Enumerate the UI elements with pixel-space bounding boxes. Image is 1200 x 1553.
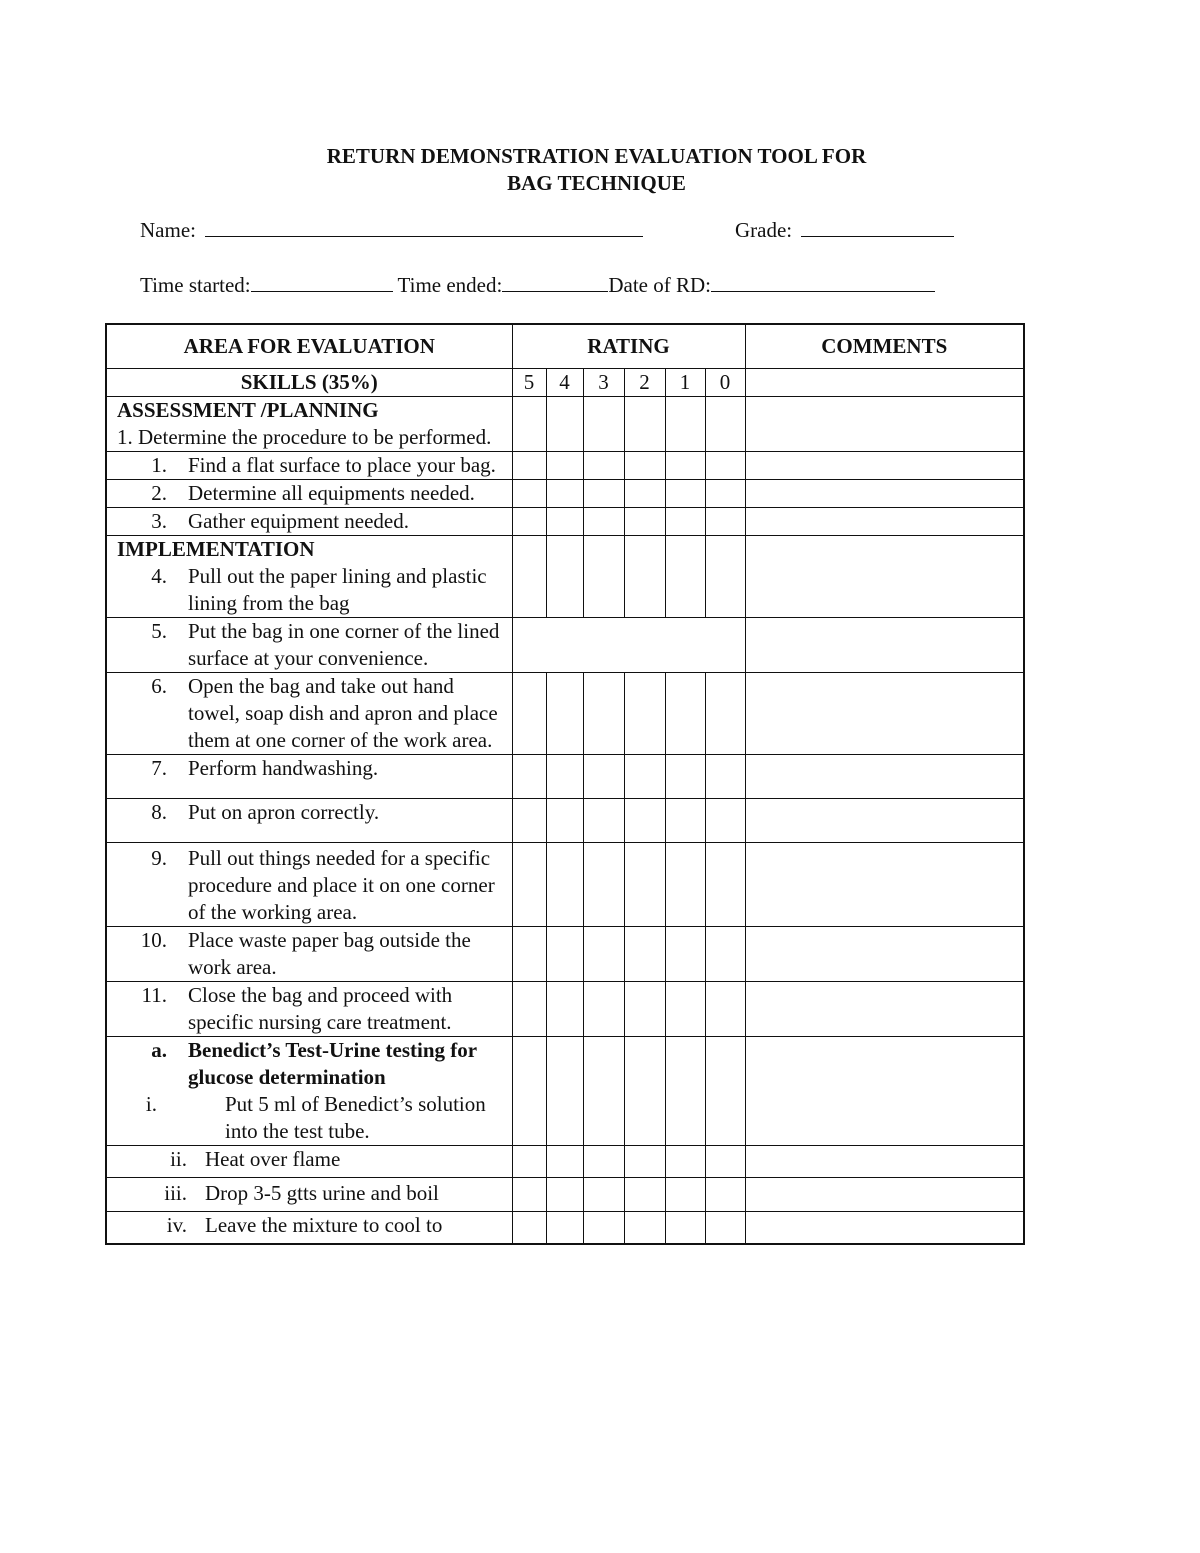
rating-cell[interactable]: [512, 982, 546, 1037]
item-text: Find a flat surface to place your bag.: [188, 453, 496, 477]
item-text: Put the bag in one corner of the lined surface at your convenience.: [188, 619, 500, 670]
grade-label: Grade:: [735, 218, 793, 242]
rating-cell[interactable]: [512, 843, 546, 927]
comments-cell[interactable]: [745, 480, 1024, 508]
rating-cell[interactable]: [624, 397, 665, 452]
rating-cell[interactable]: [583, 480, 624, 508]
item-number: 11.: [141, 983, 167, 1007]
rating-value: 0: [705, 369, 745, 397]
rating-cell[interactable]: [624, 452, 665, 480]
date-rd-blank[interactable]: [711, 273, 935, 292]
rating-cell[interactable]: [512, 673, 546, 755]
rating-cell[interactable]: [583, 755, 624, 799]
comments-header: COMMENTS: [745, 324, 1024, 369]
rating-cell[interactable]: [583, 1178, 624, 1212]
rating-cell[interactable]: [624, 1037, 665, 1146]
item-text: Gather equipment needed.: [188, 509, 409, 533]
area-cell: [106, 927, 512, 982]
rating-cell[interactable]: [705, 927, 745, 982]
rating-cell[interactable]: [512, 452, 546, 480]
comments-cell[interactable]: [745, 369, 1024, 397]
rating-value: 1: [665, 369, 705, 397]
item-number: 5.: [151, 619, 167, 643]
item-text: Put on apron correctly.: [188, 800, 380, 824]
rating-cell[interactable]: [665, 397, 705, 452]
rating-cell[interactable]: [705, 452, 745, 480]
table-row: [106, 673, 1024, 755]
area-cell: [106, 1146, 512, 1178]
rating-cell[interactable]: [665, 508, 705, 536]
comments-cell[interactable]: [745, 799, 1024, 843]
rating-cell[interactable]: [512, 508, 546, 536]
comments-cell[interactable]: [745, 843, 1024, 927]
rating-cell[interactable]: [546, 508, 583, 536]
area-cell: [106, 1212, 512, 1245]
comments-cell[interactable]: [745, 982, 1024, 1037]
rating-cell[interactable]: [665, 843, 705, 927]
area-cell: [106, 480, 512, 508]
rating-cell[interactable]: [546, 1178, 583, 1212]
area-cell: [106, 843, 512, 927]
rating-cell[interactable]: [705, 1146, 745, 1178]
rating-cell[interactable]: [665, 799, 705, 843]
rating-cell[interactable]: [665, 536, 705, 618]
comments-cell[interactable]: [745, 1146, 1024, 1178]
rating-cell[interactable]: [583, 927, 624, 982]
grade-field: [735, 218, 954, 243]
rating-cell[interactable]: [624, 982, 665, 1037]
item-text: Perform handwashing.: [188, 756, 379, 780]
rating-cell[interactable]: [583, 508, 624, 536]
document-title-line1: RETURN DEMONSTRATION EVALUATION TOOL FOR: [326, 144, 867, 168]
rating-cell[interactable]: [546, 397, 583, 452]
table-row: [106, 397, 1024, 452]
area-cell: [106, 508, 512, 536]
rating-cell[interactable]: [546, 1212, 583, 1245]
rating-cell[interactable]: [624, 799, 665, 843]
table-row: [106, 843, 1024, 927]
item-text: 1. Determine the procedure to be performed.: [117, 425, 492, 449]
rating-cell[interactable]: [546, 536, 583, 618]
rating-cell[interactable]: [665, 480, 705, 508]
name-label: Name:: [140, 218, 196, 242]
item-number: 9.: [151, 846, 167, 870]
rating-cell[interactable]: [546, 1037, 583, 1146]
comments-cell[interactable]: [745, 618, 1024, 673]
item-text: Close the bag and proceed with specific nursing care treatment.: [188, 983, 453, 1034]
rating-cell[interactable]: [512, 755, 546, 799]
rating-cell[interactable]: [546, 927, 583, 982]
area-cell: [106, 452, 512, 480]
skills-label: SKILLS (35%): [106, 369, 512, 397]
rating-cell[interactable]: [546, 1146, 583, 1178]
rating-cell[interactable]: [583, 799, 624, 843]
rating-cell[interactable]: [624, 843, 665, 927]
rating-cell[interactable]: [705, 982, 745, 1037]
area-cell: [106, 755, 512, 799]
evaluation-table: [105, 323, 1025, 1245]
rating-cell[interactable]: [624, 755, 665, 799]
comments-cell[interactable]: [745, 397, 1024, 452]
rating-cell[interactable]: [624, 536, 665, 618]
rating-cell[interactable]: [546, 673, 583, 755]
table-row: [106, 1146, 1024, 1178]
rating-cell[interactable]: [583, 1037, 624, 1146]
comments-cell[interactable]: [745, 508, 1024, 536]
rating-cell[interactable]: [512, 799, 546, 843]
merged-rating-cell[interactable]: [512, 618, 745, 673]
rating-value: 2: [624, 369, 665, 397]
sub-item-number: i.: [145, 1092, 157, 1116]
item-text: Pull out the paper lining and plastic lining from the bag: [188, 564, 487, 615]
rating-cell[interactable]: [665, 927, 705, 982]
area-cell: [106, 536, 512, 618]
rating-value: 3: [583, 369, 624, 397]
rating-cell[interactable]: [583, 843, 624, 927]
rating-cell[interactable]: [705, 536, 745, 618]
comments-cell[interactable]: [745, 673, 1024, 755]
name-blank[interactable]: [205, 218, 643, 237]
item-number: a.: [151, 1038, 167, 1062]
area-cell: [106, 1178, 512, 1212]
item-number: iv.: [166, 1213, 187, 1237]
rating-cell[interactable]: [624, 1212, 665, 1245]
rating-cell[interactable]: [624, 1178, 665, 1212]
rating-cell[interactable]: [705, 843, 745, 927]
rating-cell[interactable]: [705, 508, 745, 536]
rating-cell[interactable]: [705, 1037, 745, 1146]
rating-cell[interactable]: [512, 397, 546, 452]
item-text: Drop 3-5 gtts urine and boil: [205, 1181, 439, 1205]
table-row: [106, 1037, 1024, 1146]
rating-cell[interactable]: [705, 1212, 745, 1245]
rating-cell[interactable]: [665, 452, 705, 480]
name-field: [140, 218, 643, 243]
section-heading: ASSESSMENT /PLANNING: [117, 398, 379, 422]
area-cell: [106, 1037, 512, 1146]
rating-cell[interactable]: [705, 1178, 745, 1212]
rating-cell[interactable]: [583, 536, 624, 618]
rating-value: 4: [546, 369, 583, 397]
rating-cell[interactable]: [546, 755, 583, 799]
comments-cell[interactable]: [745, 1178, 1024, 1212]
item-text: Benedict’s Test-Urine testing for glucose determination: [188, 1038, 477, 1089]
rating-cell[interactable]: [512, 480, 546, 508]
area-cell: [106, 673, 512, 755]
rating-cell[interactable]: [665, 982, 705, 1037]
rating-cell[interactable]: [512, 1178, 546, 1212]
rating-cell[interactable]: [583, 673, 624, 755]
table-row: [106, 618, 1024, 673]
rating-cell[interactable]: [546, 480, 583, 508]
rating-cell[interactable]: [512, 1146, 546, 1178]
item-number: 3.: [151, 509, 167, 533]
grade-blank[interactable]: [801, 218, 954, 237]
table-row: [106, 799, 1024, 843]
table-row: [106, 927, 1024, 982]
rating-cell[interactable]: [624, 480, 665, 508]
rating-cell[interactable]: [512, 927, 546, 982]
rating-cell[interactable]: [665, 1212, 705, 1245]
rating-cell[interactable]: [624, 927, 665, 982]
time-started-label: Time started:: [140, 273, 251, 297]
item-text: Heat over flame: [205, 1147, 341, 1171]
rating-cell[interactable]: [583, 397, 624, 452]
item-number: 10.: [140, 928, 167, 952]
item-text: Leave the mixture to cool to: [205, 1213, 443, 1237]
item-number: 8.: [151, 800, 167, 824]
rating-cell[interactable]: [546, 799, 583, 843]
rating-cell[interactable]: [512, 1212, 546, 1245]
item-number: 2.: [151, 481, 167, 505]
item-number: 6.: [151, 674, 167, 698]
item-number: iii.: [164, 1181, 187, 1205]
rating-cell[interactable]: [705, 397, 745, 452]
rating-cell[interactable]: [583, 1212, 624, 1245]
item-number: ii.: [170, 1147, 187, 1171]
item-text: Determine all equipments needed.: [188, 481, 475, 505]
area-cell: [106, 799, 512, 843]
date-rd-label: Date of RD:: [608, 273, 711, 297]
rating-cell[interactable]: [705, 673, 745, 755]
rating-header: RATING: [512, 324, 745, 369]
comments-cell[interactable]: [745, 452, 1024, 480]
comments-cell[interactable]: [745, 755, 1024, 799]
time-started-blank[interactable]: [251, 273, 393, 292]
rating-cell[interactable]: [705, 799, 745, 843]
item-text: Pull out things needed for a specific procedure and place it on one corner of the working area.: [188, 846, 495, 924]
table-row: [106, 452, 1024, 480]
rating-cell[interactable]: [665, 1037, 705, 1146]
table-row: [106, 755, 1024, 799]
table-header-row: [106, 324, 1024, 369]
item-number: 1.: [151, 453, 167, 477]
item-number: 4.: [151, 564, 167, 588]
item-text: Open the bag and take out hand towel, soap dish and apron and place them at one corner of the work area.: [188, 674, 498, 752]
rating-cell[interactable]: [665, 755, 705, 799]
rating-cell[interactable]: [665, 673, 705, 755]
rating-cell[interactable]: [512, 1037, 546, 1146]
rating-cell[interactable]: [546, 843, 583, 927]
time-date-fields: [140, 273, 935, 298]
rating-cell[interactable]: [705, 755, 745, 799]
rating-scale-row: [106, 369, 1024, 397]
comments-cell[interactable]: [745, 536, 1024, 618]
area-cell: [106, 397, 512, 452]
section-heading: IMPLEMENTATION: [117, 537, 315, 561]
comments-cell[interactable]: [745, 1212, 1024, 1245]
area-header: AREA FOR EVALUATION: [106, 324, 512, 369]
rating-cell[interactable]: [665, 1178, 705, 1212]
table-row: [106, 1178, 1024, 1212]
comments-cell[interactable]: [745, 1037, 1024, 1146]
table-row: [106, 536, 1024, 618]
document-title-line2: BAG TECHNIQUE: [507, 171, 686, 195]
rating-cell[interactable]: [512, 536, 546, 618]
rating-cell[interactable]: [583, 1146, 624, 1178]
rating-value: 5: [512, 369, 546, 397]
table-row: [106, 1212, 1024, 1245]
time-ended-blank[interactable]: [502, 273, 608, 292]
area-cell: [106, 618, 512, 673]
rating-cell[interactable]: [624, 508, 665, 536]
rating-cell[interactable]: [546, 452, 583, 480]
sub-item-text: Put 5 ml of Benedict’s solution into the test tube.: [225, 1092, 486, 1143]
rating-cell[interactable]: [583, 452, 624, 480]
area-cell: [106, 982, 512, 1037]
rating-cell[interactable]: [583, 982, 624, 1037]
rating-cell[interactable]: [624, 673, 665, 755]
time-ended-label: Time ended:: [397, 273, 503, 297]
table-row: [106, 480, 1024, 508]
rating-cell[interactable]: [705, 480, 745, 508]
item-number: 7.: [151, 756, 167, 780]
table-row: [106, 508, 1024, 536]
rating-cell[interactable]: [624, 1146, 665, 1178]
rating-cell[interactable]: [546, 982, 583, 1037]
item-text: Place waste paper bag outside the work area.: [188, 928, 471, 979]
table-row: [106, 982, 1024, 1037]
rating-cell[interactable]: [665, 1146, 705, 1178]
comments-cell[interactable]: [745, 927, 1024, 982]
